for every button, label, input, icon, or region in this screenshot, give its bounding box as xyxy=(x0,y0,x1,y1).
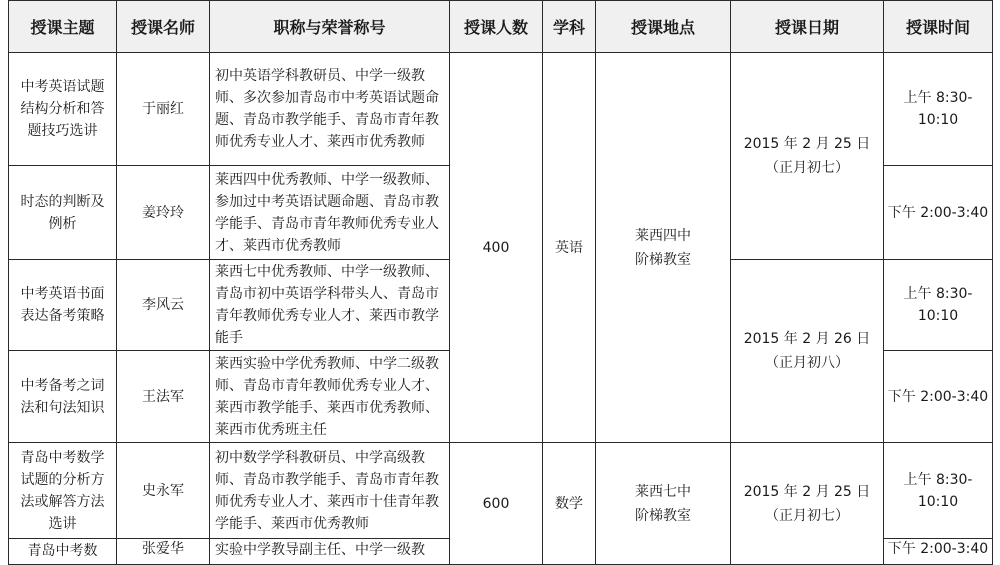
time-cell: 下午 2:00-3:40 xyxy=(884,166,993,260)
date-cell xyxy=(731,260,884,443)
location-cell xyxy=(596,53,731,443)
count-cell: 400 xyxy=(450,53,543,443)
date-text: 2015 年 2 月 25 日 xyxy=(743,483,871,500)
lunar-date-text: （正月初八） xyxy=(765,355,849,371)
lunar-date-text: （正月初七） xyxy=(765,507,849,524)
subject-cell: 数学 xyxy=(543,443,596,565)
title-cell: 莱西实验中学优秀教师、中学二级教师、青岛市青年教师优秀专业人才、莱西市教学能手、莱西市优秀教师、莱西市优秀班主任 xyxy=(210,351,450,443)
schedule-table xyxy=(8,0,993,565)
topic-cell: 青岛中考数 xyxy=(9,539,117,565)
table-row xyxy=(9,443,993,539)
date-text: 2015 年 2 月 26 日 xyxy=(743,331,871,347)
title-cell: 莱西四中优秀教师、中学一级教师、参加过中考英语试题命题、青岛市教学能手、青岛市青年教师优秀专业人才、莱西市优秀教师 xyxy=(210,166,450,260)
header-title: 职称与荣誉称号 xyxy=(210,1,450,53)
title-cell: 实验中学教导副主任、中学一级教 xyxy=(210,539,450,565)
header-teacher: 授课名师 xyxy=(117,1,210,53)
title-cell: 莱西七中优秀教师、中学一级教师、青岛市初中英语学科带头人、青岛市青年教师优秀专业人才、莱西市教学能手 xyxy=(210,260,450,351)
topic-cell: 时态的判断及例析 xyxy=(9,166,117,260)
topic-cell: 中考备考之词法和句法知识 xyxy=(9,351,117,443)
time-cell: 上午 8:30-10:10 xyxy=(884,443,993,539)
time-cell: 下午 2:00-3:40 xyxy=(884,351,993,443)
header-count: 授课人数 xyxy=(450,1,543,53)
teacher-cell: 李风云 xyxy=(117,260,210,351)
time-cell: 上午 8:30-10:10 xyxy=(884,260,993,351)
location-cell xyxy=(596,443,731,565)
teacher-cell: 史永军 xyxy=(117,443,210,539)
header-location: 授课地点 xyxy=(596,1,731,53)
topic-cell: 青岛中考数学试题的分析方法或解答方法选讲 xyxy=(9,443,117,539)
header-time: 授课时间 xyxy=(884,1,993,53)
header-subject: 学科 xyxy=(543,1,596,53)
count-cell: 600 xyxy=(450,443,543,565)
date-cell xyxy=(731,443,884,565)
lunar-date-text: （正月初七） xyxy=(765,160,849,176)
teacher-cell: 于丽红 xyxy=(117,53,210,166)
header-row xyxy=(9,1,993,53)
subject-cell: 英语 xyxy=(543,53,596,443)
topic-cell: 中考英语书面表达备考策略 xyxy=(9,260,117,351)
date-text: 2015 年 2 月 25 日 xyxy=(743,136,871,152)
teacher-cell: 王法军 xyxy=(117,351,210,443)
title-cell: 初中英语学科教研员、中学一级教师、多次参加青岛市中考英语试题命题、青岛市教学能手、青岛市青年教师优秀专业人才、莱西市优秀教师 xyxy=(210,53,450,166)
header-date: 授课日期 xyxy=(731,1,884,53)
teacher-cell: 张爱华 xyxy=(117,539,210,565)
date-cell xyxy=(731,53,884,260)
title-cell: 初中数学学科教研员、中学高级教师、青岛市教学能手、青岛市青年教师优秀专业人才、莱西市十佳青年教学能手、莱西市优秀教师 xyxy=(210,443,450,539)
table-row xyxy=(9,53,993,166)
header-topic: 授课主题 xyxy=(9,1,117,53)
teacher-cell: 姜玲玲 xyxy=(117,166,210,260)
time-cell: 上午 8:30-10:10 xyxy=(884,53,993,166)
topic-cell: 中考英语试题结构分析和答题技巧选讲 xyxy=(9,53,117,166)
time-cell: 下午 2:00-3:40 xyxy=(884,539,993,565)
location-text: 莱西四中阶梯教室 xyxy=(635,227,691,268)
location-text: 莱西七中阶梯教室 xyxy=(635,483,691,524)
